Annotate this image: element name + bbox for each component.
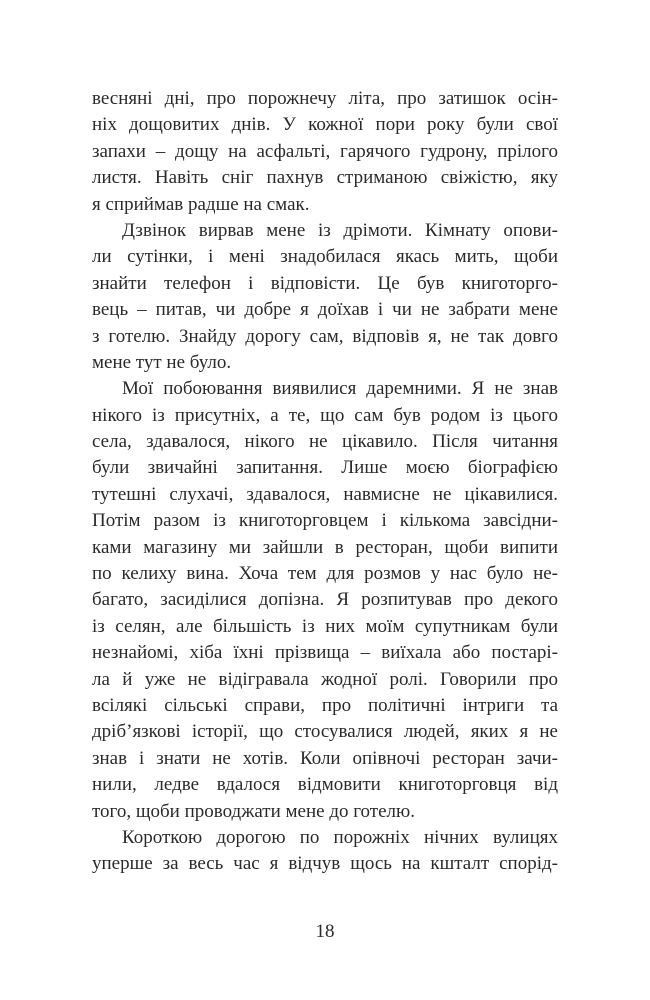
text-line: Потім разом із книготорговцем і кількома завсідни- — [92, 510, 558, 532]
text-line: уперше за весь час я відчув щось на кшталт спорід- — [92, 853, 558, 875]
page-number: 18 — [315, 921, 335, 942]
paragraph — [92, 218, 558, 376]
text-line: із селян, але більшість із них моїм супутникам були — [92, 615, 558, 637]
text-line: багато, засиділися допізна. Я розпитував про декого — [92, 589, 558, 611]
text-line: ками магазину ми зайшли в ресторан, щоби випити — [92, 536, 558, 558]
text-line: Дзвінок вирвав мене із дрімоти. Кімнату опови- — [122, 219, 558, 241]
text-line: по келиху вина. Хоча тем для розмов у нас було не- — [92, 563, 558, 585]
text-line: незнайомі, хіба їхні прізвища – виїхала або постарі- — [92, 642, 558, 664]
paragraph — [92, 376, 558, 825]
text-line: всілякі сільські справи, про політичні інтриги та — [92, 694, 558, 716]
paragraph — [92, 86, 558, 218]
text-line: знайти телефон і відповісти. Це був книготорго- — [92, 272, 558, 294]
text-line: листя. Навіть сніг пахнув стриманою свіжістю, яку — [92, 167, 558, 189]
book-page-text — [92, 86, 558, 878]
paragraph — [92, 825, 558, 878]
text-line: Мої побоювання виявилися даремними. Я не знав — [122, 378, 558, 400]
text-line: дріб’язкові історії, що стосувалися людей, яких я не — [92, 721, 558, 743]
text-line: запахи – дощу на асфальті, гарячого гудрону, прілого — [92, 140, 558, 162]
text-line: були звичайні запитання. Лише моєю біографією — [92, 457, 558, 479]
text-line: ла й уже не відігравала жодної ролі. Говорили про — [92, 668, 558, 690]
text-line: знав і знати не хотів. Коли опівночі ресторан зачи- — [92, 747, 558, 769]
text-line: з готелю. Знайду дорогу сам, відповів я, не так довго — [92, 325, 558, 347]
text-line: я сприймав радше на смак. — [92, 193, 310, 215]
text-line: весняні дні, про порожнечу літа, про затишок осін- — [92, 88, 558, 109]
text-line: нікого із присутніх, а те, що сам був родом із цього — [92, 404, 558, 426]
text-line: села, здавалося, нікого не цікавило. Після читання — [92, 431, 558, 453]
text-line: того, щоби проводжати мене до готелю. — [92, 800, 415, 822]
text-line: вець – питав, чи добре я доїхав і чи не забрати мене — [92, 299, 558, 321]
text-line: ли сутінки, і мені знадобилася якась мить, щоби — [92, 246, 558, 268]
text-line: ніх дощовитих днів. У кожної пори року були свої — [92, 114, 558, 136]
text-line: мене тут не було. — [92, 351, 232, 373]
text-line: нили, ледве вдалося відмовити книготорговця від — [92, 774, 558, 796]
text-line: Короткою дорогою по порожніх нічних вулицях — [122, 826, 558, 848]
text-line: тутешні слухачі, здавалося, навмисне не цікавилися. — [92, 483, 558, 505]
